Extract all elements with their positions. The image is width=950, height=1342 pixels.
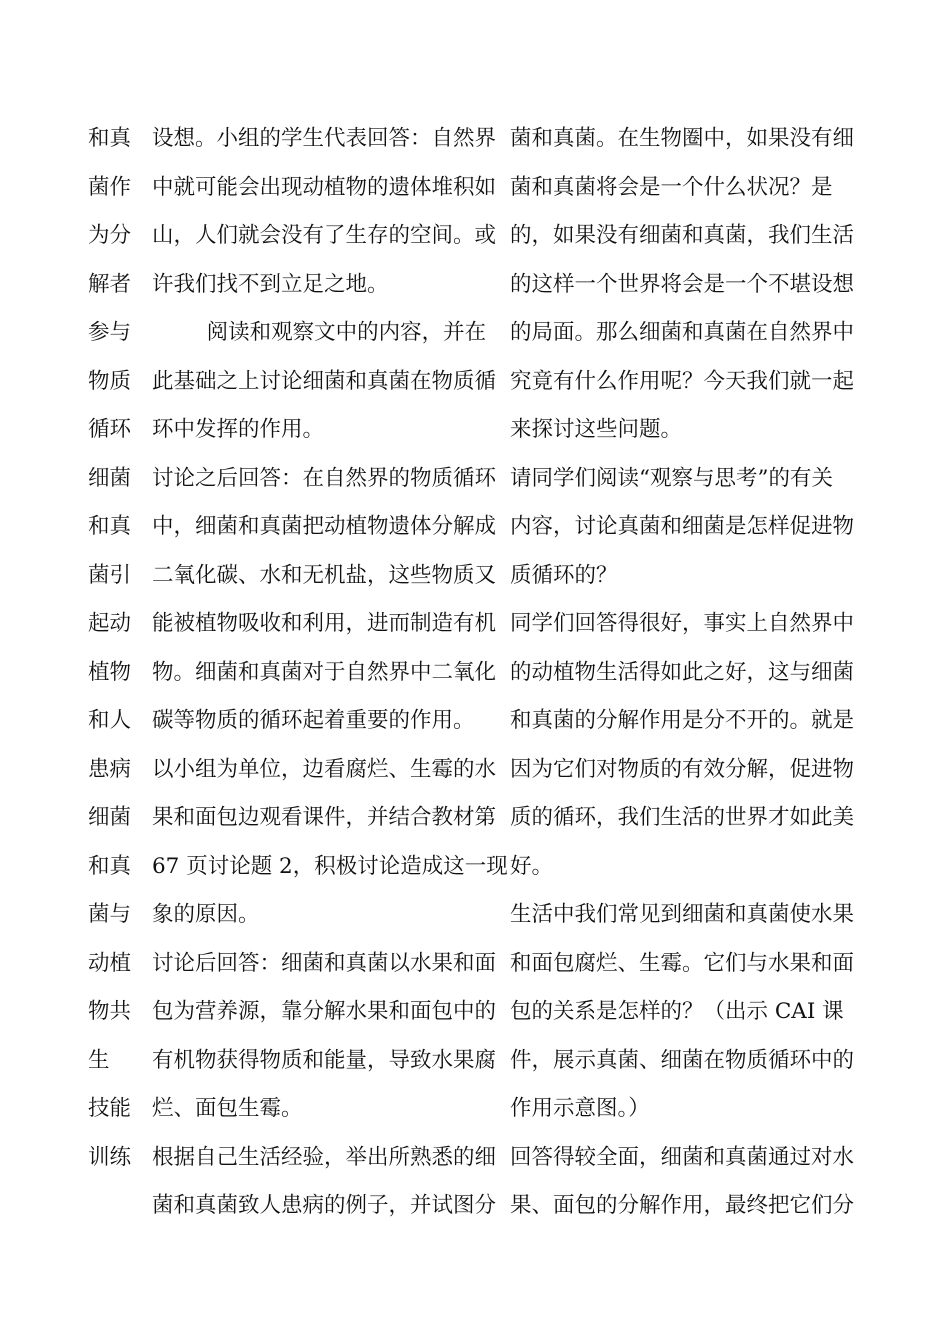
student-line: 根据自己生活经验，举出所熟悉的细 [152, 1144, 497, 1170]
student-line: 此基础之上讨论细菌和真菌在物质循 [152, 368, 497, 394]
student-line [152, 1231, 502, 1280]
teacher-line: 菌和真菌。在生物圈中，如果没有细 [510, 126, 855, 151]
topic-line: 细菌 [88, 805, 132, 830]
topic-line: 物共 [88, 999, 132, 1024]
topic-line: 菌与 [88, 902, 132, 927]
topic-line: 物质 [88, 368, 132, 394]
teacher-line: 生活中我们常见到细菌和真菌使水果 [510, 902, 855, 927]
topic-line: 和真 [88, 126, 132, 151]
topic-line: 菌作 [88, 174, 132, 200]
student-line: 中就可能会出现动植物的遗体堆积如 [152, 174, 497, 200]
student-line: 以小组为单位，边看腐烂、生霉的水 [152, 756, 497, 782]
topic-line: 生 [88, 1047, 110, 1073]
student-line: 许我们找不到立足之地。 [152, 271, 389, 297]
teacher-line: 作用示意图。） [510, 1096, 650, 1121]
topic-line: 动植 [88, 950, 132, 976]
teacher-line: 件，展示真菌、细菌在物质循环中的 [510, 1047, 855, 1073]
student-line: 二氧化碳、水和无机盐，这些物质又 [152, 562, 497, 588]
topic-line: 细菌 [88, 465, 132, 491]
teacher-line: 内容，讨论真菌和细菌是怎样促进物 [510, 514, 855, 539]
teacher-line: 究竟有什么作用呢？今天我们就一起 [510, 368, 855, 394]
topic-column [88, 115, 138, 1279]
student-activity-column [152, 115, 508, 1279]
topic-line: 训练 [88, 1144, 132, 1170]
teacher-line: 菌和真菌将会是一个什么状况？是 [510, 174, 833, 200]
teacher-line: 和面包腐烂、生霉。它们与水果和面 [510, 950, 855, 976]
teacher-line: 来探讨这些问题。 [510, 417, 683, 442]
teacher-line: 同学们回答得很好，事实上自然界中 [510, 611, 855, 636]
student-line: 碳等物质的循环起着重要的作用。 [152, 708, 475, 733]
teacher-line: 的动植物生活得如此之好，这与细菌 [510, 659, 855, 685]
student-line: 烂、面包生霉。 [152, 1096, 303, 1121]
topic-line: 和真 [88, 514, 132, 539]
topic-line: 循环 [88, 417, 132, 442]
student-line: 象的原因。 [152, 902, 260, 927]
topic-line: 菌引 [88, 562, 132, 588]
student-line: 阅读和观察文中的内容，并在 [152, 320, 487, 345]
student-line: 设想。小组的学生代表回答：自然界 [152, 126, 497, 151]
student-line: 物。细菌和真菌对于自然界中二氧化 [152, 659, 497, 685]
student-line: 环中发挥的作用。 [152, 417, 325, 442]
topic-line [88, 1182, 138, 1231]
student-line: 果和面包边观看课件，并结合教材第 [152, 805, 497, 830]
student-line: 有机物获得物质和能量，导致水果腐 [152, 1047, 497, 1073]
teacher-line: 和真菌的分解作用是分不开的。就是 [510, 708, 855, 733]
topic-line: 参与 [88, 320, 132, 345]
teacher-line: 回答得较全面，细菌和真菌通过对水 [510, 1144, 855, 1170]
topic-line [88, 1231, 138, 1280]
student-line: 能被植物吸收和利用，进而制造有机 [152, 611, 497, 636]
topic-line: 技能 [88, 1096, 132, 1121]
student-line: 讨论之后回答：在自然界的物质循环 [152, 465, 497, 491]
teacher-line: 的，如果没有细菌和真菌，我们生活 [510, 223, 855, 248]
teacher-line: 的局面。那么细菌和真菌在自然界中 [510, 320, 855, 345]
teacher-line: 果、面包的分解作用，最终把它们分 [510, 1193, 855, 1218]
teacher-line: 质的循环，我们生活的世界才如此美 [510, 805, 855, 830]
topic-line: 患病 [88, 756, 132, 782]
student-line: 67 页讨论题 2，积极讨论造成这一现 [152, 853, 508, 879]
topic-line: 和人 [88, 708, 132, 733]
teacher-line: 因为它们对物质的有效分解，促进物 [510, 756, 855, 782]
topic-line: 和真 [88, 853, 132, 879]
teacher-line: 质循环的？ [510, 562, 618, 588]
student-line: 讨论后回答：细菌和真菌以水果和面 [152, 950, 497, 976]
topic-line: 解者 [88, 271, 132, 297]
teacher-line: 好。 [510, 853, 554, 879]
student-line: 山，人们就会没有了生存的空间。或 [152, 223, 497, 248]
teacher-line: 请同学们阅读“观察与思考”的有关 [510, 465, 833, 491]
student-line: 中，细菌和真菌把动植物遗体分解成 [152, 514, 497, 539]
student-line: 菌和真菌致人患病的例子，并试图分 [152, 1193, 497, 1218]
teacher-line [510, 1231, 865, 1280]
topic-line: 起动 [88, 611, 132, 636]
teacher-activity-column [510, 115, 865, 1279]
teacher-line: 的这样一个世界将会是一个不堪设想 [510, 271, 855, 297]
topic-line: 为分 [88, 223, 132, 248]
student-line: 包为营养源，靠分解水果和面包中的 [152, 999, 497, 1024]
topic-line: 植物 [88, 659, 132, 685]
teacher-line: 包的关系是怎样的？（出示 CAI 课 [510, 999, 844, 1024]
